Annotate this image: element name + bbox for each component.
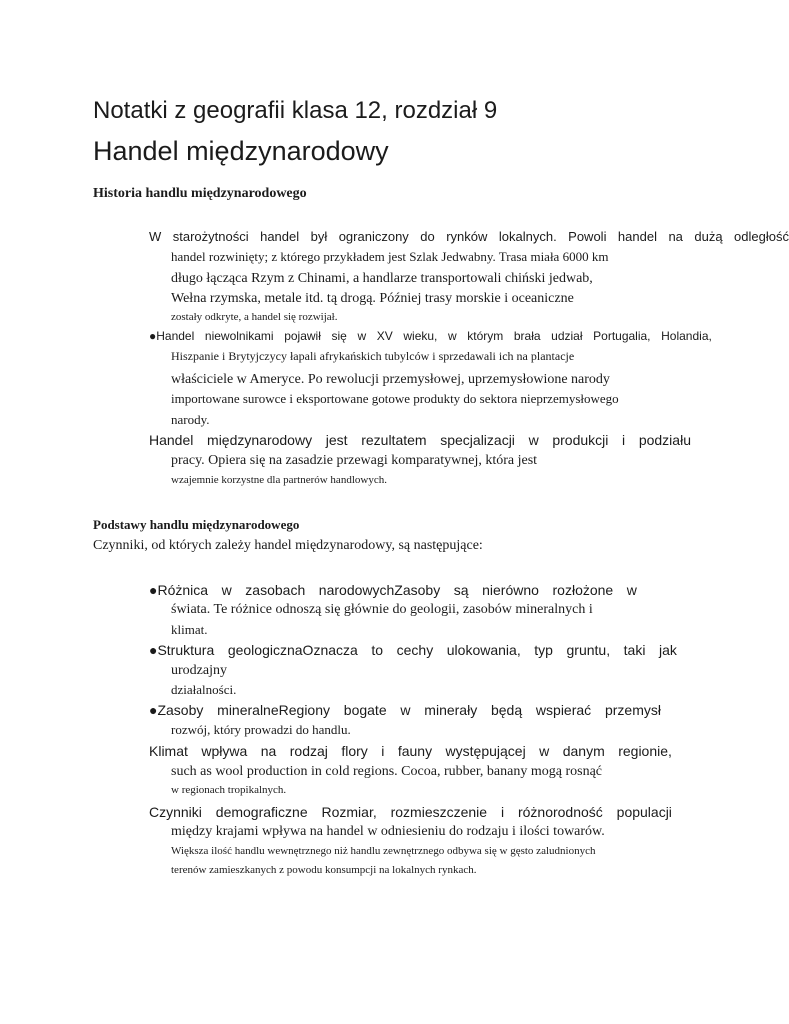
section-heading-history: Historia handlu międzynarodowego [93,186,307,201]
paragraph-line: Czynniki demograficzne Rozmiar, rozmieszczenie i różnorodność populacji [149,804,672,820]
paragraph-line: Klimat wpływa na rodzaj flory i fauny występującej w danym regionie, [149,743,672,759]
bullet-line: ●Struktura geologicznaOznacza to cechy ulokowania, typ gruntu, taki jak [149,642,677,658]
paragraph-line: klimat. [171,622,208,637]
paragraph-line: W starożytności handel był ograniczony do rynków lokalnych. Powoli handel na dużą odległość [149,229,789,244]
section-heading-basics: Podstawy handlu międzynarodowego [93,517,300,532]
paragraph-line: między krajami wpływa na handel w odniesieniu do rodzaju i ilości towarów. [171,824,605,839]
paragraph-line: zostały odkryte, a handel się rozwijał. [171,311,338,323]
paragraph-line: rozwój, który prowadzi do handlu. [171,722,351,737]
paragraph-line: such as wool production in cold regions. Cocoa, rubber, banany mogą rosnąć [171,764,602,779]
paragraph-line: importowane surowce i eksportowane gotowe produkty do sektora nieprzemysłowego [171,391,619,406]
paragraph-line: Wełna rzymska, metale itd. tą drogą. Później trasy morskie i oceaniczne [171,291,574,306]
bullet-line: ●Różnica w zasobach narodowychZasoby są nierówno rozłożone w [149,582,637,598]
paragraph-line: terenów zamieszkanych z powodu konsumpcji na lokalnych rynkach. [171,864,477,876]
paragraph-line: Hiszpanie i Brytyjczycy łapali afrykańskich tubylców i sprzedawali ich na plantacje [171,349,575,363]
paragraph-line: Handel międzynarodowy jest rezultatem specjalizacji w produkcji i podziału [149,432,691,448]
bullet-line: ●Zasoby mineralneRegiony bogate w minerały będą wspierać przemysł [149,702,661,718]
page-subtitle: Handel międzynarodowy [93,136,389,166]
paragraph-line: wzajemnie korzystne dla partnerów handlowych. [171,474,387,486]
page-title: Notatki z geografii klasa 12, rozdział 9 [93,97,498,124]
paragraph-line: świata. Te różnice odnoszą się głównie do geologii, zasobów mineralnych i [171,602,593,617]
paragraph-line: narody. [171,412,210,427]
paragraph-line: Większa ilość handlu wewnętrznego niż handlu zewnętrznego odbywa się w gęsto zaludnionych [171,845,596,857]
paragraph-line: pracy. Opiera się na zasadzie przewagi komparatywnej, która jest [171,453,538,468]
paragraph-line: właściciele w Ameryce. Po rewolucji przemysłowej, uprzemysłowione narody [171,372,610,387]
paragraph-line: długo łącząca Rzym z Chinami, a handlarze transportowali chiński jedwab, [171,271,593,286]
paragraph-line: w regionach tropikalnych. [171,784,287,796]
section-intro: Czynniki, od których zależy handel międzynarodowy, są następujące: [93,538,483,553]
paragraph-line: urodzajny [171,663,227,678]
bullet-line: ●Handel niewolnikami pojawił się w XV wieku, w którym brała udział Portugalia, Holandia, [149,329,712,343]
paragraph-line: handel rozwinięty; z którego przykładem jest Szlak Jedwabny. Trasa miała 6000 km [171,249,609,264]
paragraph-line: działalności. [171,682,237,697]
